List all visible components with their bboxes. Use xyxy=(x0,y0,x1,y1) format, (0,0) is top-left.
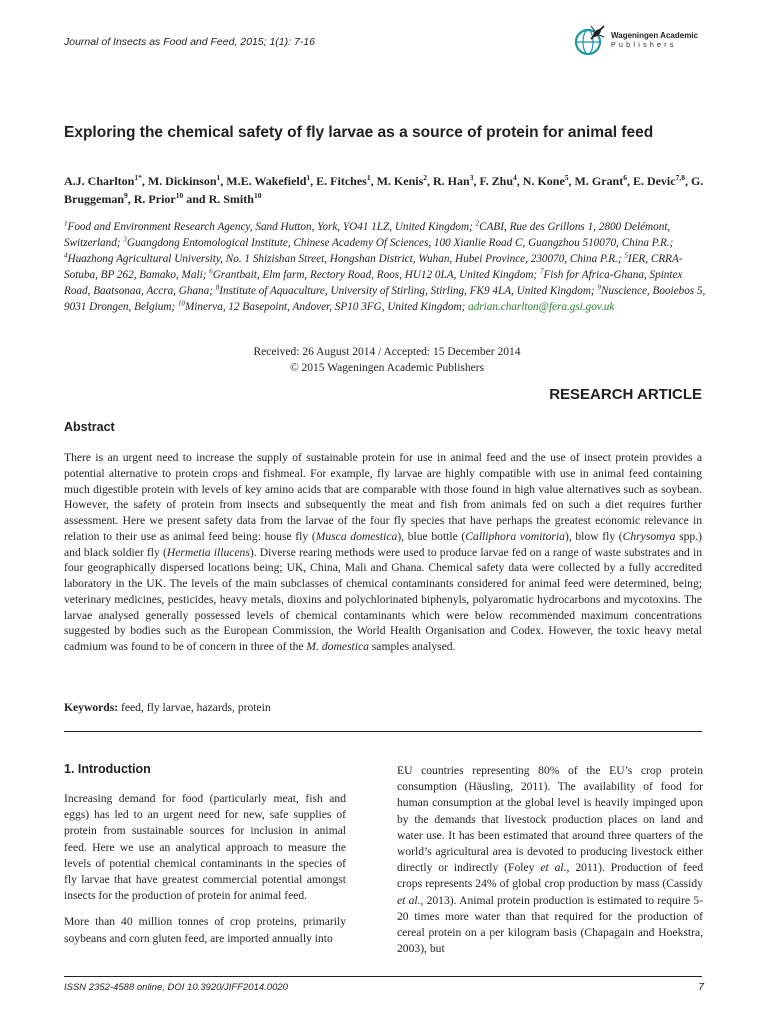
abstract-heading: Abstract xyxy=(64,420,115,434)
text-run: , 2013). Animal protein production is estimated to require 5-20 times more water than that required for the production of cereal protein on a per kilogram basis (Chapagain and Hoekstra, 2003), but xyxy=(397,893,703,956)
affiliation-mark: 5 xyxy=(624,251,628,260)
fly-globe-icon xyxy=(571,22,609,60)
author-affiliation-mark: 1* xyxy=(134,173,142,182)
author-affiliation-mark: 6 xyxy=(623,173,627,182)
author-name: A.J. Charlton xyxy=(64,174,135,188)
affiliation-text: CABI, Rue des Grillons 1, 2800 Delémont, Switzerland; xyxy=(64,221,671,250)
affiliation-text: IER, CRRA-Sotuba, BP 262, Bamako, Mali; xyxy=(64,253,683,282)
italic-term: et al. xyxy=(397,893,421,907)
author-affiliation-mark: 1 xyxy=(306,173,311,182)
author-affiliation-mark: 4 xyxy=(513,173,517,182)
affiliation-mark: 9 xyxy=(597,283,601,292)
issn-doi: ISSN 2352-4588 online, DOI 10.3920/JIFF2014.0020 xyxy=(64,982,288,993)
affiliation-text: Guangdong Entomological Institute, Chinese Academy Of Sciences, 100 Xianlie Road C, Guangzhou 510070, China P.R.; xyxy=(126,237,674,250)
page-number: 7 xyxy=(698,981,704,993)
text-run: spp.) and black soldier fly ( xyxy=(64,529,702,559)
author-name: E. Devic xyxy=(632,174,676,188)
journal-citation: Journal of Insects as Food and Feed, 2015; 1(1): 7-16 xyxy=(64,36,315,48)
text-run: ), blue bottle ( xyxy=(397,529,466,543)
author-affiliation-mark: 9 xyxy=(124,191,128,200)
affiliation-text: Institute of Aquaculture, University of Stirling, Stirling, FK9 4LA, United Kingdom; xyxy=(219,285,598,298)
author-name: R. Han xyxy=(433,174,470,188)
intro-paragraph: More than 40 million tonnes of crop proteins, primarily soybeans and corn gluten feed, are imported annually into xyxy=(64,915,346,945)
italic-term: Hermetia illucens xyxy=(166,545,250,559)
abstract-text xyxy=(64,450,702,655)
italic-term: Chrysomya xyxy=(622,529,676,543)
publisher-logo xyxy=(571,22,711,60)
affiliation-mark: 4 xyxy=(64,251,68,260)
italic-term: Calliphora vomitoria xyxy=(465,529,565,543)
copyright-notice: © 2015 Wageningen Academic Publishers xyxy=(289,362,485,374)
affiliation-mark: 3 xyxy=(123,235,127,244)
italic-term: M. domestica xyxy=(306,640,369,653)
affiliation-text: Grantbait, Elm farm, Rectory Road, Roos, HU12 0LA, United Kingdom; xyxy=(212,269,540,282)
publisher-name: Wageningen Academic xyxy=(611,31,698,40)
author-name: M. Dickinson xyxy=(147,174,217,188)
affiliation-text: Fish for Africa-Ghana, Spintex Road, Baatsonaa, Accra, Ghana; xyxy=(64,269,683,298)
author-name: M. Kenis xyxy=(376,174,424,188)
author-affiliation-mark: 2 xyxy=(423,173,427,182)
affiliation-mark: 8 xyxy=(215,283,220,292)
article-title: Exploring the chemical safety of fly larvae as a source of protein for animal feed xyxy=(64,124,654,141)
affiliation-text: Nuscience, Booiebos 5, 9031 Drongen, Belgium; xyxy=(64,285,706,314)
author-name: F. Zhu xyxy=(479,174,514,188)
author-affiliation-mark: 1 xyxy=(366,173,371,182)
author-affiliation-mark: 7,8 xyxy=(675,173,685,182)
affiliation-mark: 2 xyxy=(475,219,480,228)
affiliation-text: Minerva, 12 Basepoint, Andover, SP10 3FG, United Kingdom; xyxy=(184,301,469,314)
affiliation-mark: 1 xyxy=(64,219,68,228)
affiliation-list xyxy=(64,219,710,316)
author-name: R. Prior xyxy=(133,192,176,206)
affiliation-mark: 7 xyxy=(539,267,544,276)
publisher-name-line2: Publishers xyxy=(611,42,677,49)
received-accepted-dates: Received: 26 August 2014 / Accepted: 15 December 2014 xyxy=(253,346,521,358)
author-list: A.J. Charlton$^{1*}$, M. Dickinson$^1$, M.E. Wakefield$^1$, E. Fitches$^1$, M. Kenis$^2$, R. Han$^3$, F. Zhu$^4$, N. Kone$^5$, M. Grant$^6$, E. Devic$^{7,8}$, G. Bruggeman$^9$, R. Prior$^{10}$ and R. Smith$^{10}$ xyxy=(64,173,704,206)
author-name: E. Fitches xyxy=(316,174,367,188)
affiliation-text: Huazhong Agricultural University, No. 1 Shizishan Street, Hongshan District, Wuhan, Hubei Province, 230070, China P.R.; xyxy=(67,253,625,266)
affiliation-text: Food and Environment Research Agency, Sand Hutton, York, YO41 1LZ, United Kingdom; xyxy=(67,221,476,233)
italic-term: Musca domestica xyxy=(315,529,398,543)
text-run: samples analysed. xyxy=(368,640,456,653)
body-column-left xyxy=(64,762,346,957)
text-run: ), blow fly ( xyxy=(564,529,623,543)
author-name: G. Bruggeman xyxy=(64,174,704,206)
author-affiliation-mark: 10 xyxy=(175,191,184,200)
keywords-label: Keywords: xyxy=(64,701,119,714)
text-run: There is an urgent need to increase the supply of sustainable protein for use in animal feed and the use of insect protein provides a potential alternative to protein crops and fishmeal. For example, fly larvae are highly compatible with use in animal feed containing much digestible protein with levels of key amino acids that are comparable with those found in high value alternatives such as soybean. However, the safety of protein from insects and subsequently the meat and fish from animals fed on such a diet requires further assessment. Here we present safety data from the larvae of the four fly species that have perhaps the greatest economic relevance in relation to their use as animal feed being: house fly ( xyxy=(64,451,702,543)
section-divider xyxy=(64,731,702,732)
body-column-right xyxy=(397,763,703,957)
author-affiliation-mark: 5 xyxy=(564,173,569,182)
article-type-label: RESEARCH ARTICLE xyxy=(549,386,702,403)
publication-dates xyxy=(64,344,710,376)
text-run: EU countries representing 80% of the EU’s crop protein consumption (Häusling, 2011). The availability of food for human consumption at the global level is heavily impinged upon by the demands that livestock production places on land and water use. It has been estimated that around three quarters of the world’s agricultural area is devoted to producing livestock either directly or indirectly (Foley xyxy=(397,764,703,875)
italic-term: et al. xyxy=(540,861,567,875)
author-name: N. Kone xyxy=(522,174,565,188)
text-run: ). Diverse rearing methods were used to produce larvae fed on a range of waste substrates and in four geographically dispersed locations being; UK, China, Mali and Ghana. Chemical safety data were collected by a fully accredited laboratory in the UK. The levels of the main subclasses of chemical contaminants considered for animal feed were determined, being; veterinary medicines, pesticides, heavy metals, dioxins and polychlorinated biphenyls, polyaromatic hydrocarbons and mycotoxins. The larvae analysed generally possessed levels of chemical contaminants which were below recommended maximum concentrations suggested by bodies such as the European Commission, the World Health Organisation and Codex. However, the toxic heavy metal cadmium was found to be of concern in three of the xyxy=(64,545,703,653)
intro-paragraph: Increasing demand for food (particularly meat, fish and eggs) has led to an urgent need for new, safe supplies of protein from sustainable sources for inclusion in animal feed. Here we use an analytical approach to measure the levels of potential chemical contaminants in the species of fly larvae that have greatest commercial potential amongst insects for the production of protein for animal feed. xyxy=(64,792,346,903)
corresponding-email-link[interactable]: adrian.charlton@fera.gsi.gov.uk xyxy=(468,301,615,314)
affiliation-mark: 6 xyxy=(209,267,213,276)
author-affiliation-mark: 1 xyxy=(216,173,221,182)
keywords xyxy=(64,700,702,715)
introduction-heading: 1. Introduction xyxy=(64,762,151,776)
author-affiliation-mark: 3 xyxy=(469,173,474,182)
keywords-text: feed, fly larvae, hazards, protein xyxy=(118,701,271,714)
author-name: M.E. Wakefield xyxy=(226,174,307,188)
footer-divider xyxy=(64,976,702,977)
affiliation-mark: 10 xyxy=(177,299,185,308)
text-run: , 2011). Production of feed crops represents 24% of global crop production by mass (Cassidy xyxy=(397,861,704,891)
author-name: R. Smith xyxy=(208,192,254,206)
author-name: M. Grant xyxy=(574,174,624,188)
author-affiliation-mark: 10 xyxy=(253,191,262,200)
